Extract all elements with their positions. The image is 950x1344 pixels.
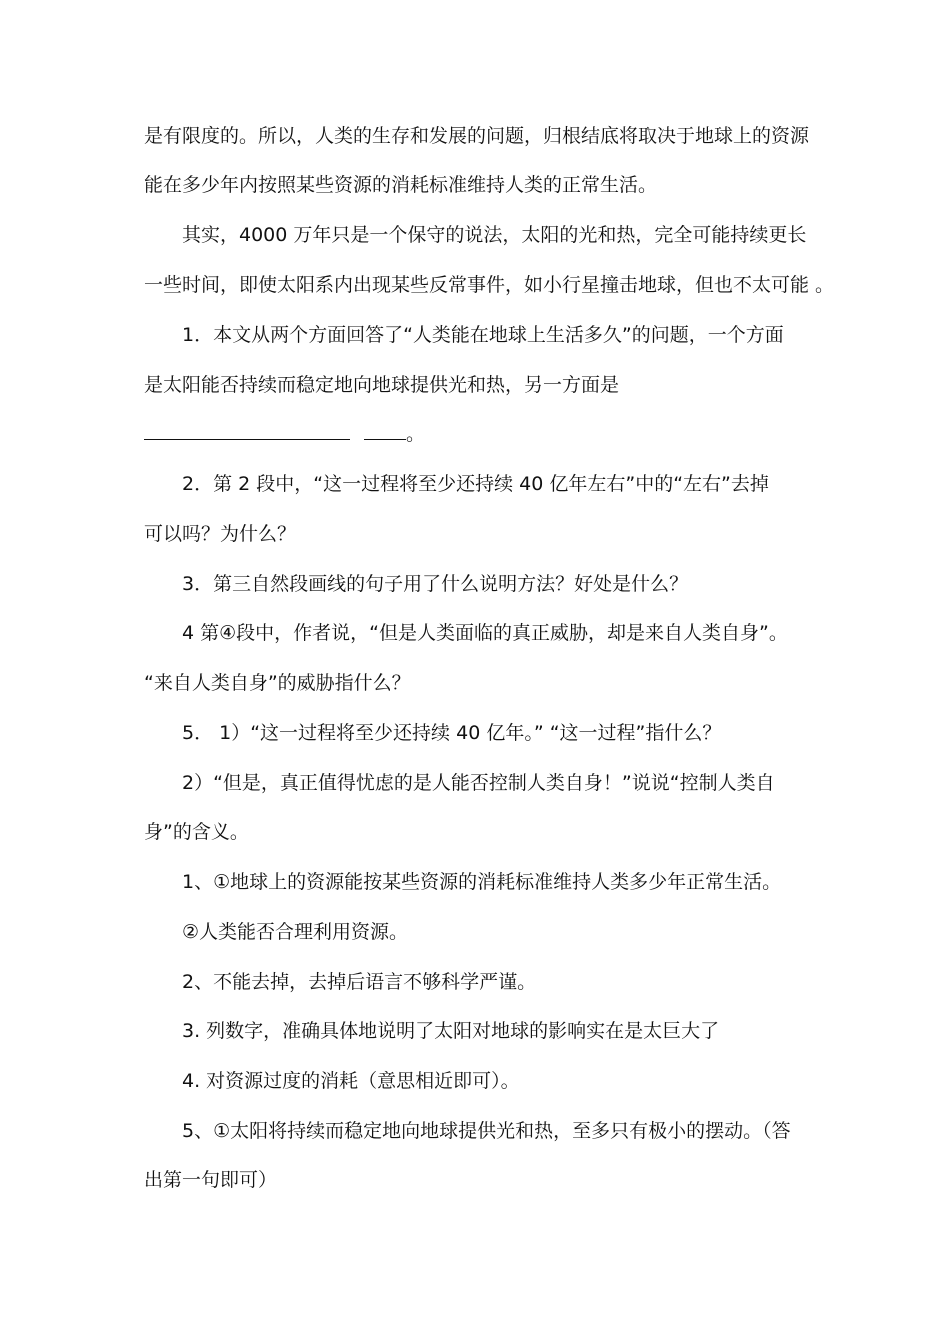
fill-blank [364, 421, 406, 440]
question-1: 1．本文从两个方面回答了“人类能在地球上生活多久”的问题，一个方面 [182, 324, 784, 346]
text-line: 身”的含义。 [144, 821, 249, 843]
question-5-1: 5． 1）“这一过程将至少还持续 40 亿年。” “这一过程”指什么？ [182, 722, 722, 744]
answer-5: 5、①太阳将持续而稳定地向地球提供光和热，至多只有极小的摆动。（答 [182, 1120, 791, 1142]
answer-4: 4. 对资源过度的消耗（意思相近即可）。 [182, 1070, 520, 1092]
text-line: 其实，4000 万年只是一个保守的说法，太阳的光和热，完全可能持续更长 [182, 224, 807, 246]
question-4: 4 第④段中，作者说，“但是人类面临的真正威胁，却是来自人类自身”。 [182, 622, 788, 644]
answer-1: 1、①地球上的资源能按某些资源的消耗标准维持人类多少年正常生活。 [182, 871, 782, 893]
blank-period: 。 [406, 423, 426, 445]
text-line: 是太阳能否持续而稳定地向地球提供光和热，另一方面是 [144, 374, 620, 396]
question-2: 2．第 2 段中，“这一过程将至少还持续 40 亿年左右”中的“左右”去掉 [182, 473, 769, 495]
text-line: 能在多少年内按照某些资源的消耗标准维持人类的正常生活。 [144, 174, 658, 196]
text-line: 是有限度的。所以，人类的生存和发展的问题，归根结底将取决于地球上的资源 [144, 125, 810, 147]
answer-1-part-2: ②人类能否合理利用资源。 [182, 921, 409, 943]
text-line: 一些时间，即使太阳系内出现某些反常事件，如小行星撞击地球，但也不太可能 。 [144, 274, 835, 296]
answer-3: 3. 列数字，准确具体地说明了太阳对地球的影响实在是太巨大了 [182, 1020, 720, 1042]
answer-2: 2、不能去掉，去掉后语言不够科学严谨。 [182, 971, 537, 993]
answer-blank-line [144, 421, 814, 447]
text-line: 出第一句即可） [144, 1169, 278, 1191]
fill-blank [144, 421, 350, 440]
text-line: 可以吗？为什么？ [144, 523, 297, 545]
text-line: “来自人类自身”的威胁指什么？ [144, 672, 411, 694]
question-5-2: 2）“但是，真正值得忧虑的是人能否控制人类自身！”说说“控制人类自 [182, 772, 775, 794]
question-3: 3．第三自然段画线的句子用了什么说明方法？好处是什么？ [182, 573, 689, 595]
